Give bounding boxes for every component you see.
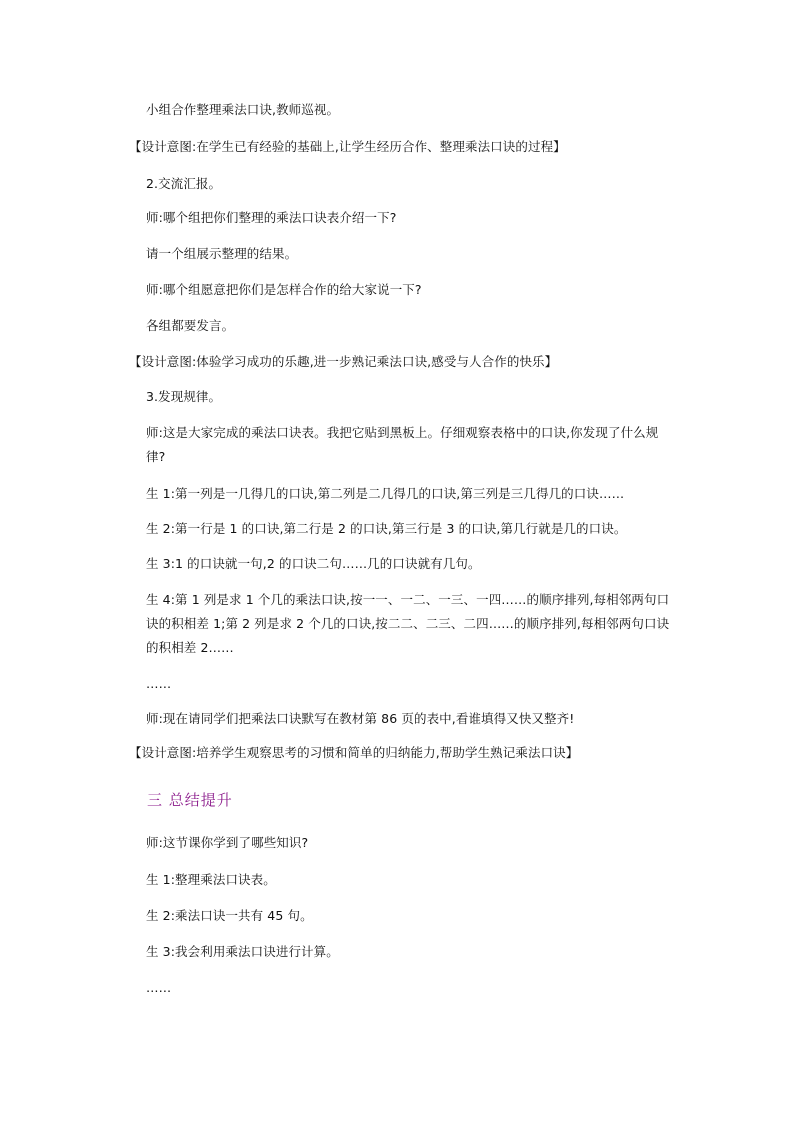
paragraph-design-intent-2: 【设计意图:体验学习成功的乐趣,进一步熟记乘法口诀,感受与人合作的快乐】 bbox=[129, 354, 558, 369]
paragraph-student-1: 生 1:第一列是一几得几的口诀,第二列是二几得几的口诀,第三列是三几得几的口诀…… bbox=[146, 486, 625, 501]
paragraph-step-3: 3.发现规律。 bbox=[146, 389, 222, 404]
paragraph-ellipsis-2: …… bbox=[146, 980, 172, 995]
paragraph-ellipsis-1: …… bbox=[146, 676, 172, 691]
paragraph-teacher-fill: 师:现在请同学们把乘法口诀默写在教材第 86 页的表中,看谁填得又快又整齐! bbox=[146, 711, 575, 726]
paragraph-teacher-summary: 师:这节课你学到了哪些知识? bbox=[146, 835, 309, 850]
paragraph-summary-student-2: 生 2:乘法口诀一共有 45 句。 bbox=[146, 908, 313, 923]
paragraph-summary-student-3: 生 3:我会利用乘法口诀进行计算。 bbox=[146, 944, 339, 959]
paragraph-teacher-question-1: 师:哪个组把你们整理的乘法口诀表介绍一下? bbox=[146, 210, 397, 225]
paragraph-group-work: 小组合作整理乘法口诀,教师巡视。 bbox=[146, 102, 340, 117]
paragraph-teacher-pattern-text: 师:这是大家完成的乘法口诀表。我把它贴到黑板上。仔细观察表格中的口诀,你发现了什么规律? bbox=[146, 425, 659, 464]
paragraph-teacher-pattern bbox=[146, 421, 674, 469]
section-heading-summary: 三 总结提升 bbox=[147, 791, 233, 809]
paragraph-student-2: 生 2:第一行是 1 的口诀,第二行是 2 的口诀,第三行是 3 的口诀,第几行就是几的口诀。 bbox=[146, 521, 627, 536]
paragraph-teacher-question-2: 师:哪个组愿意把你们是怎样合作的给大家说一下? bbox=[146, 282, 422, 297]
paragraph-design-intent-3: 【设计意图:培养学生观察思考的习惯和简单的归纳能力,帮助学生熟记乘法口诀】 bbox=[129, 745, 579, 760]
paragraph-groups-speak: 各组都要发言。 bbox=[146, 318, 235, 333]
paragraph-step-2: 2.交流汇报。 bbox=[146, 176, 222, 191]
paragraph-group-show: 请一个组展示整理的结果。 bbox=[146, 246, 298, 261]
paragraph-student-4: 生 4:第 1 列是求 1 个几的乘法口诀,按一一、一二、一三、一四……的顺序排列,每相邻两句口诀的积相差 1;第 2 列是求 2 个几的口诀,按二二、二三、二四……的顺序排列,每相邻两句口诀的积相差 2…… bbox=[146, 592, 670, 655]
paragraph-student-3: 生 3:1 的口诀就一句,2 的口诀二句……几的口诀就有几句。 bbox=[146, 556, 481, 571]
paragraph-summary-student-1: 生 1:整理乘法口诀表。 bbox=[146, 872, 276, 887]
paragraph-design-intent-1: 【设计意图:在学生已有经验的基础上,让学生经历合作、整理乘法口诀的过程】 bbox=[129, 139, 566, 154]
